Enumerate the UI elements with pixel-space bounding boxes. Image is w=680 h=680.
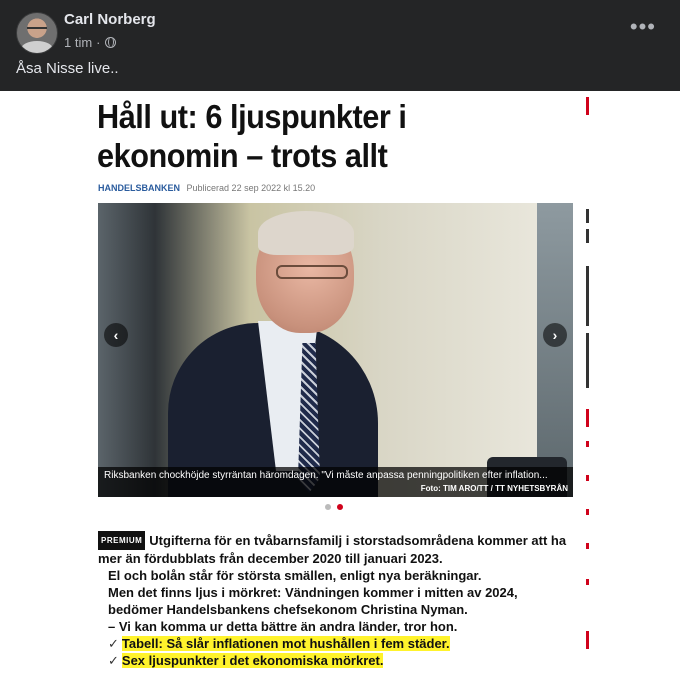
slide-dot-1[interactable] — [325, 504, 331, 510]
avatar-shirt — [21, 41, 53, 54]
photo-window — [537, 203, 573, 497]
side-image-fragment — [586, 333, 589, 388]
photo-hair — [258, 211, 354, 255]
post-time[interactable]: 1 tim — [64, 35, 93, 50]
side-accent — [586, 97, 589, 115]
link-text[interactable]: Tabell: Så slår inflationen mot hushållen i fem städer. — [121, 636, 450, 651]
slide-dot-2[interactable] — [337, 504, 343, 510]
check-icon: ✓ — [108, 636, 119, 651]
article-lead — [98, 531, 568, 567]
check-icon: ✓ — [108, 653, 119, 668]
side-accent — [586, 579, 589, 585]
article-published: Publicerad 22 sep 2022 kl 15.20 — [186, 183, 316, 193]
photo-caption: Riksbanken chockhöjde styrräntan häromdagen. "Vi måste anpassa penningpolitiken efter inflation... — [104, 470, 548, 481]
side-accent — [586, 509, 589, 515]
meta-separator: · — [96, 35, 101, 50]
paragraph-4: – Vi kan komma ur detta bättre än andra länder, tror hon. — [108, 619, 458, 634]
avatar-glasses — [27, 27, 47, 33]
ellipsis-icon[interactable]: ••• — [629, 14, 656, 39]
side-accent — [586, 543, 589, 549]
paragraph-1: Utgifterna för en tvåbarnsfamilj i storstadsområdena kommer att ha mer än fördubblats från december 2020 till januari 2023. — [98, 533, 567, 566]
post-header — [0, 0, 680, 91]
premium-badge: PREMIUM — [98, 531, 145, 550]
chevron-right-icon[interactable]: › — [543, 323, 567, 347]
avatar[interactable] — [16, 12, 58, 54]
article-photo — [98, 203, 573, 497]
article-link-2[interactable] — [98, 652, 568, 669]
side-accent — [586, 409, 589, 427]
chevron-left-icon[interactable]: ‹ — [104, 323, 128, 347]
article-source: HANDELSBANKEN — [98, 183, 181, 193]
article-headline: Håll ut: 6 ljuspunkter i ekonomin – trots allt — [97, 98, 407, 174]
photo-credit: Foto: TIM ARO/TT / TT NYHETSBYRÅN — [420, 484, 568, 493]
post-text: Åsa Nisse live.. — [16, 60, 119, 77]
globe-icon[interactable] — [105, 37, 116, 48]
author-name[interactable]: Carl Norberg — [64, 11, 156, 28]
article-byline — [98, 183, 315, 193]
side-text-fragment — [586, 209, 589, 223]
side-accent — [586, 441, 589, 447]
post-meta — [64, 35, 116, 50]
link-text[interactable]: Sex ljuspunkter i det ekonomiska mörkret. — [121, 653, 384, 668]
article-body — [98, 531, 568, 669]
side-text-fragment — [586, 229, 589, 243]
shared-image[interactable] — [0, 91, 680, 680]
paragraph-3: Men det finns ljus i mörkret: Vändningen kommer i mitten av 2024, bedömer Handelsbankens chefsekonom Christina Nyman. — [108, 585, 518, 617]
photo-glasses — [276, 265, 348, 279]
side-accent — [586, 631, 589, 649]
paragraph-2: El och bolån står för största smällen, enligt nya beräkningar. — [108, 568, 482, 583]
side-column — [586, 91, 680, 680]
photo-caption-bar — [98, 467, 573, 497]
side-image-fragment — [586, 266, 589, 326]
side-accent — [586, 475, 589, 481]
slide-dots — [325, 504, 343, 510]
article-link-1[interactable] — [98, 635, 568, 652]
